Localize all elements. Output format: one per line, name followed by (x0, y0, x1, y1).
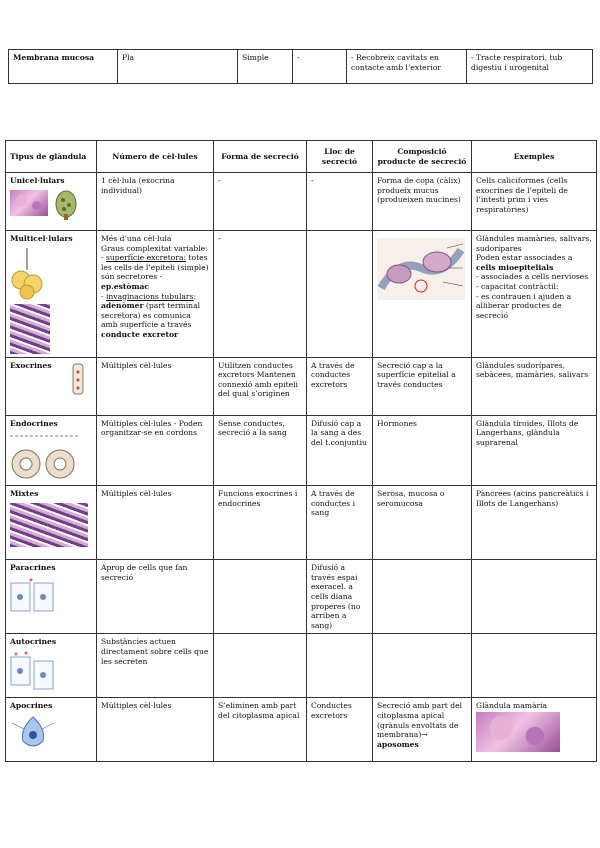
function-cell: - Recobreix cavitats en contacte amb l’exterior (347, 50, 467, 84)
type-label: Paracrines (10, 563, 56, 573)
type-cell (6, 560, 97, 634)
mixed-gland-micrograph (10, 503, 88, 547)
cells-bold-3: conducte excretor (101, 329, 179, 339)
gland-micrograph (10, 304, 50, 354)
header-place: Lloc de secreció (307, 141, 373, 173)
table-row (6, 415, 597, 486)
form-cell: Sense conductes, secreció a la sang (214, 415, 307, 486)
goblet-cell-drawing (53, 190, 79, 220)
tissue-cell: Membrana mucosa (9, 50, 118, 84)
cells-cell: Múltiples cèl·lules (97, 698, 214, 762)
header-composition: Composició producte de secreció (373, 141, 472, 173)
form-cell (214, 634, 307, 698)
table-row (9, 50, 593, 84)
composition-cell: Secreció cap a la superfície epitelial a través conductes (373, 357, 472, 415)
location-cell: - Tracte respiratori, tub digestiu i urogenital (467, 50, 593, 84)
composition-cell: Hormones (373, 415, 472, 486)
place-cell: Conductes excretors (307, 698, 373, 762)
cells-cell: Aprop de cells que fan secreció (97, 560, 214, 634)
place-cell (307, 231, 373, 358)
type-label: Exocrines (10, 360, 52, 370)
examples-cell (472, 231, 597, 358)
examples-text-4: - associades a cells nervioses (476, 272, 589, 282)
mioepithelial-diagram (377, 238, 465, 300)
header-type: Tipus de glàndula (6, 141, 97, 173)
examples-cell (472, 634, 597, 698)
apocrine-diagram (10, 715, 56, 751)
place-cell: A través de conductes i sang (307, 486, 373, 560)
examples-cell: Pàncrees (acins pancreàtics i Illots de Langerhans) (472, 486, 597, 560)
type-label: Unicel·lulars (10, 176, 65, 185)
layers-cell: Simple (238, 50, 293, 84)
header-examples: Exemples (472, 141, 597, 173)
cells-cell: Múltiples cèl·lules (97, 357, 214, 415)
place-cell: Difusió cap a la sang a des del t.conjuntiu (307, 415, 373, 486)
composition-text: Secreció amb part del citoplasma apical (grànuls envoltats de membrana)→ (377, 701, 463, 740)
composition-cell: Forma de copa (càlix) produeix mucus (produeixen mucines) (373, 173, 472, 231)
type-cell (6, 415, 97, 486)
place-cell: Difusió a través espai exeracel. a cells diana properes (no arriben a sang) (307, 560, 373, 634)
examples-cell: Glàndula tiroides, Illots de Langerhans, glàndula suprarenal (472, 415, 597, 486)
examples-cell: Glàndules sudorípares, sebàcees, mamàries, salivars (472, 357, 597, 415)
cells-text-2: Graus complexitat variable: (101, 243, 208, 253)
cells-cell: Substàncies actuen directament sobre cells que les secreten (97, 634, 214, 698)
type-cell (6, 357, 97, 415)
form-cell: Funcions exocrines i endocrines (214, 486, 307, 560)
composition-cell: Serosa, mucosa o seromucosa (373, 486, 472, 560)
place-cell: A través de conductes excretors (307, 357, 373, 415)
cells-text-6: (part terminal secretora) es comunica amb superfície a través (101, 301, 201, 330)
mucosa-table (8, 49, 593, 84)
cells-cell: Múltiples cèl·lules (97, 486, 214, 560)
table-row (6, 231, 597, 358)
cells-text-3: totes les cells de l’epiteli (simple) són secretores - (101, 253, 209, 282)
exocrine-gland-drawing (70, 362, 86, 400)
cells-underlined-2: invaginacions tubulars (105, 291, 194, 301)
table-row (6, 560, 597, 634)
form-cell: Utilitzen conductes excretors Mantenen connexió amb epiteli del qual s’originen (214, 357, 307, 415)
composition-cell (373, 698, 472, 762)
composition-cell (373, 560, 472, 634)
extra-cell: - (293, 50, 347, 84)
gland-table (5, 140, 597, 762)
composition-bold: aposomes (377, 739, 419, 749)
examples-text-5: - capacitat contràctil: (476, 281, 559, 291)
type-label: Multicel·lulars (10, 234, 73, 243)
goblet-cell-micrograph (10, 190, 48, 216)
gland-diagram (10, 248, 44, 300)
examples-bold: cells mioepitelials (476, 262, 554, 272)
header-row (6, 141, 597, 173)
form-cell: - (214, 231, 307, 358)
type-cell (6, 698, 97, 762)
table-row (6, 357, 597, 415)
form-cell (214, 560, 307, 634)
cells-cell: Múltiples cèl·lules - Poden organitzar-se en cordons (97, 415, 214, 486)
cells-text-1: Més d’una cèl·lula (101, 234, 172, 243)
paracrine-diagram (10, 577, 54, 613)
form-cell: - (214, 173, 307, 231)
table-row (6, 698, 597, 762)
type-label: Autocrines (10, 637, 57, 647)
cells-cell (97, 231, 214, 358)
type-label: Apocrines (10, 701, 53, 711)
table-row (6, 173, 597, 231)
cells-bold-1: ep.estòmac (101, 281, 150, 291)
cells-cell: 1 cèl·lula (exocrina individual) (97, 173, 214, 231)
cells-dash: - (101, 253, 106, 263)
examples-cell (472, 560, 597, 634)
examples-text-6: - es contrauen i ajuden a alliberar productes de secreció (476, 291, 572, 320)
place-cell (307, 634, 373, 698)
type-cell (6, 173, 97, 231)
type-cell (6, 231, 97, 358)
type-label: Mixtes (10, 489, 39, 499)
examples-text: Glàndula mamària (476, 701, 548, 711)
cells-underlined-1: superfície excretora: (105, 253, 187, 263)
type-cell (6, 486, 97, 560)
examples-text-1: Glàndules mamàries, salivars, sudorípares (476, 234, 592, 253)
cells-text-5: : (193, 291, 197, 301)
type-label: Endocrines (10, 418, 58, 428)
endocrine-diagram (10, 432, 78, 482)
autocrine-diagram (10, 651, 54, 691)
examples-cell: Cells caliciformes (cells exocrines de l’epiteli de l’intesti prim i vies respiratòries) (472, 173, 597, 231)
type-cell (6, 634, 97, 698)
header-form: Forma de secreció (214, 141, 307, 173)
shape-cell: Pla (118, 50, 238, 84)
composition-cell (373, 634, 472, 698)
form-cell: S’eliminen amb part del citoplasma apical (214, 698, 307, 762)
mammary-gland-micrograph (476, 712, 560, 752)
cells-dash: - (101, 291, 106, 301)
cells-bold-2: adenòmer (101, 301, 144, 311)
examples-cell (472, 698, 597, 762)
composition-cell (373, 231, 472, 358)
table-row (6, 486, 597, 560)
header-cells: Número de cèl·lules (97, 141, 214, 173)
examples-text-2: Poden estar associades a (476, 253, 573, 263)
table-row (6, 634, 597, 698)
place-cell: - (307, 173, 373, 231)
